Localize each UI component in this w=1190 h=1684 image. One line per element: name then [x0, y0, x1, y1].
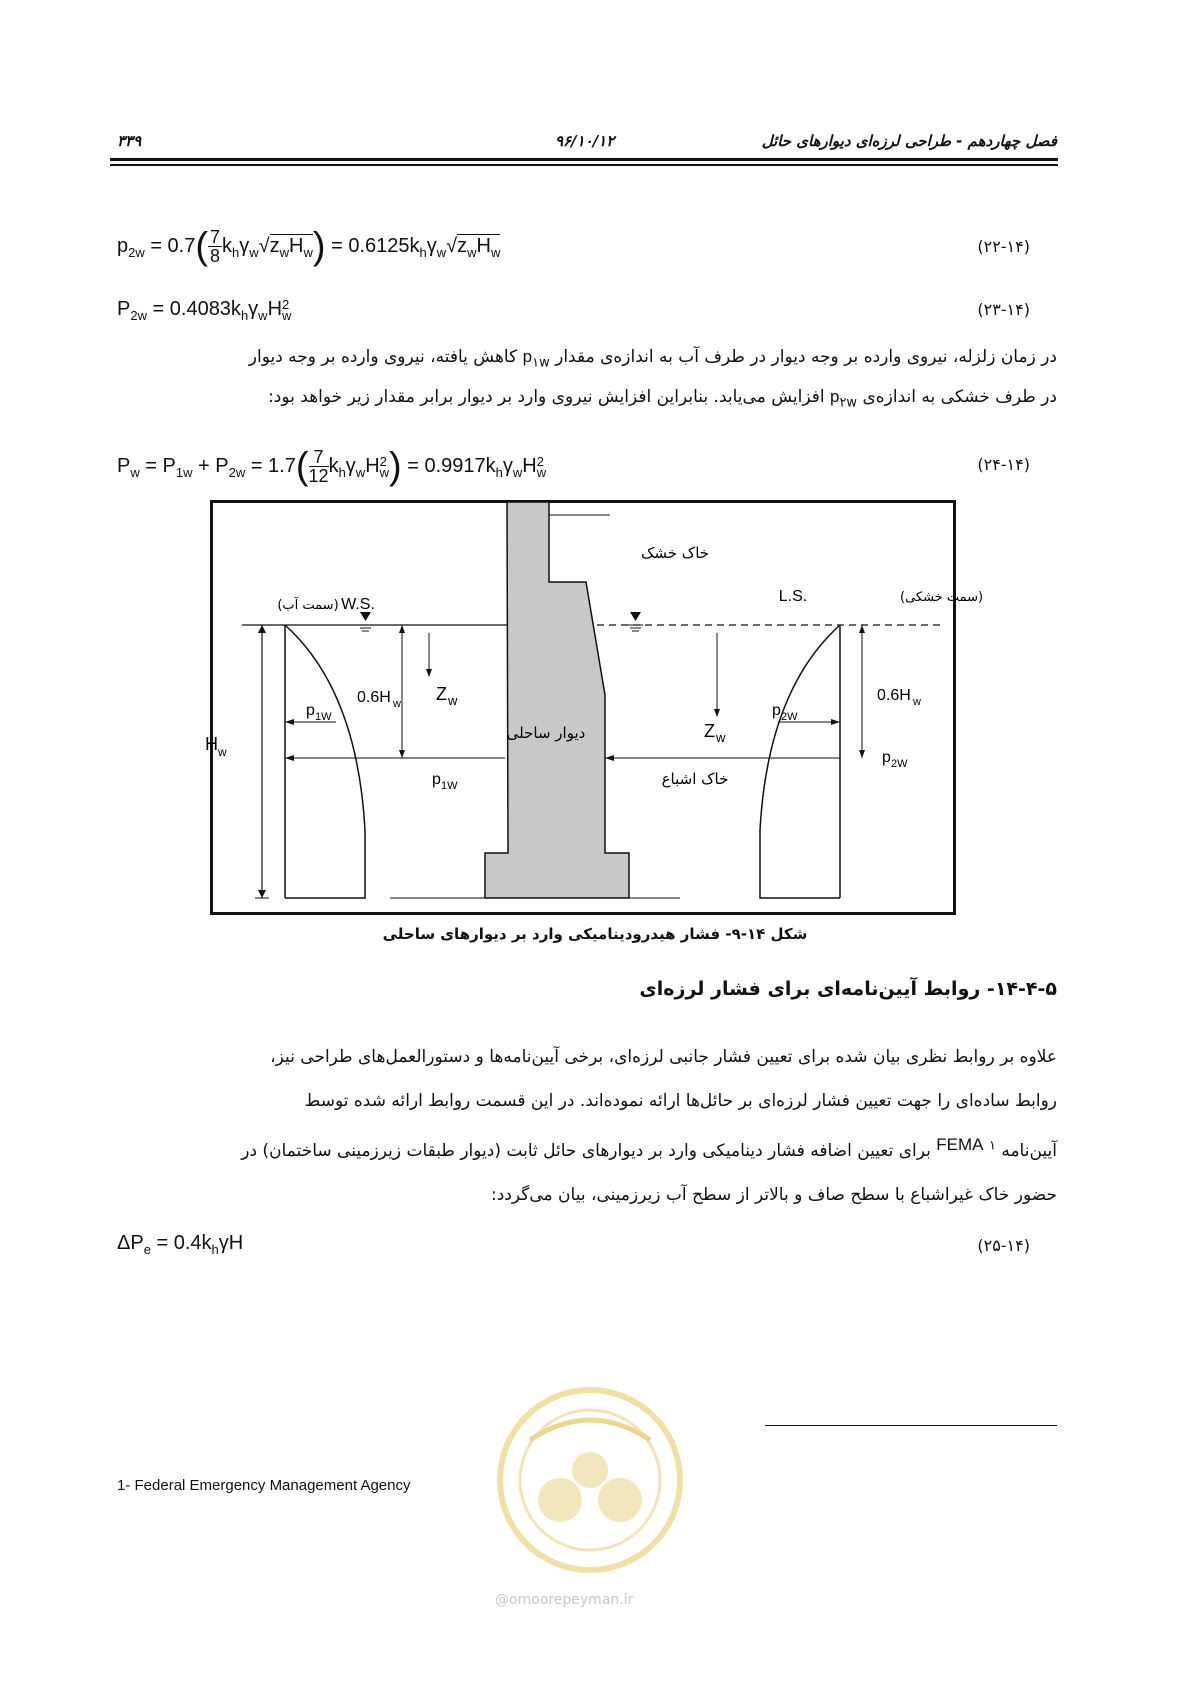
paragraph-1-line-2: در طرف خشکی به اندازه‌ی $p_{۲w}$ افزایش می‌یابد. بنابراین افزایش نیروی وارد بر دیوار برابر مقدار زیر خواهد بود:: [268, 387, 1057, 411]
watermark-logo: [490, 1380, 690, 1580]
svg-text:w: w: [393, 698, 401, 710]
svg-text:2W: 2W: [891, 758, 908, 770]
right-zw-label: [704, 721, 726, 745]
paragraph-2-line-1: علاوه بر روابط نظری بیان شده برای تعیین فشار جانبی لرزه‌ای، برخی آیین‌نامه‌ها و دستورالعمل‌های طراحی نیز،: [270, 1047, 1057, 1067]
paragraph-2: [117, 1035, 1057, 1217]
wall-label: دیوار ساحلی: [506, 724, 586, 742]
paragraph-2-line-2: روابط ساده‌ای را جهت تعیین فشار لرزه‌ای بر حائل‌ها ارائه نموده‌اند. در این قسمت روابط ارائه شده توسط: [304, 1091, 1057, 1111]
right-p2w-resultant-label: [882, 749, 908, 770]
equation-22: $p_{2w} = 0.7$( $\frac{7}{8}$ $k_h\gamma_w√z_wH_w) = 0.6125k_h\gamma_w√z_wH_w$: [117, 225, 501, 268]
svg-text:w: w: [716, 730, 726, 745]
right-pressure-curve: [760, 625, 840, 898]
paragraph-1-line-1: در زمان زلزله، نیروی وارده بر وجه دیوار در طرف آب به اندازه‌ی مقدار $p_{۱w}$ کاهش یافته، نیروی وارده بر وجه دیوار: [248, 347, 1057, 371]
equation-22-number: (۲۲-۱۴): [977, 237, 1030, 256]
svg-text:H: H: [205, 734, 218, 754]
page-number: ۳۳۹: [117, 132, 142, 150]
equation-24-number: (۲۴-۱۴): [977, 455, 1030, 474]
svg-text:0.6H: 0.6H: [877, 687, 911, 704]
svg-text:1W: 1W: [315, 711, 332, 723]
header-rule-thin: [110, 164, 1058, 166]
svg-text:p: p: [882, 749, 891, 766]
paragraph-1: [117, 340, 1057, 421]
equation-25-number: (۲۵-۱۴): [977, 1236, 1030, 1255]
water-level-icon: [360, 612, 371, 621]
watermark-url: @omoorepeyman.ir: [495, 1592, 634, 1608]
land-side-label: (سمت خشکی): [900, 590, 984, 605]
equation-25: $\Delta P_e = 0.4k_h\gamma H$: [117, 1232, 244, 1257]
ws-label: W.S.: [341, 596, 375, 613]
saturated-soil-label: خاک اشباع: [661, 770, 729, 788]
paragraph-2-line-4: حضور خاک غیراشباع با سطح صاف و بالاتر از سطح آب زیرزمینی، بیان می‌گردد:: [491, 1185, 1057, 1205]
equation-24: $P_w = P_{1w} + P_{2w} = 1.7$( $\frac{7}{12}$ $k_h\gamma_wH$ 2 w ) = $0.9917k_h\gamma_wH$ 2 w: [117, 445, 547, 488]
left-pressure-curve: [285, 625, 365, 898]
svg-text:0.6H: 0.6H: [357, 689, 391, 706]
chapter-title: فصل چهاردهم - طراحی لرزه‌ای دیوارهای حائل: [761, 132, 1057, 150]
section-title: ۱۴-۴-۵- روابط آیین‌نامه‌ای برای فشار لرزه‌ای: [639, 978, 1057, 1000]
svg-text:Z: Z: [436, 684, 447, 704]
svg-text:2W: 2W: [781, 711, 798, 723]
equation-23-number: (۲۳-۱۴): [977, 300, 1030, 319]
right-06hw-label: [877, 687, 921, 708]
left-zw-label: [436, 684, 458, 708]
hw-label: [205, 734, 227, 759]
svg-text:p: p: [772, 702, 781, 719]
ls-label: L.S.: [778, 588, 808, 605]
svg-text:p: p: [306, 702, 315, 719]
dry-soil-label: خاک خشک: [640, 544, 710, 562]
equation-23: $P_{2w} = 0.4083k_h\gamma_wH$ 2 w: [117, 296, 292, 323]
left-p1w-resultant-label: [432, 771, 458, 792]
svg-text:w: w: [913, 696, 921, 708]
page-date: ۹۶/۱۰/۱۲: [555, 132, 615, 150]
figure-caption: شکل ۱۴-۹- فشار هیدرودینامیکی وارد بر دیوارهای ساحلی: [382, 925, 808, 943]
hydrodynamic-pressure-figure: [205, 500, 984, 915]
quay-wall: [485, 502, 629, 898]
svg-text:1W: 1W: [441, 780, 458, 792]
footnote: 1- Federal Emergency Management Agency: [117, 1477, 411, 1494]
svg-text:p: p: [432, 771, 441, 788]
water-side-label: (سمت آب): [277, 598, 339, 613]
header-rule-thick: [110, 158, 1058, 161]
svg-text:w: w: [448, 693, 458, 708]
svg-text:w: w: [218, 745, 227, 759]
left-p1w-local-label: [306, 702, 332, 723]
footnote-rule: [765, 1425, 1057, 1426]
paragraph-2-line-3: آیین‌نامه FEMA $^۱$ برای تعیین اضافه فشار دینامیکی وارد بر دیوارهای حائل ثابت (دیوار طبقات زیرزمینی ساختمان) در: [241, 1135, 1057, 1161]
left-06hw-label: [357, 689, 401, 710]
svg-text:Z: Z: [704, 721, 715, 741]
land-water-level-icon: [630, 612, 641, 621]
